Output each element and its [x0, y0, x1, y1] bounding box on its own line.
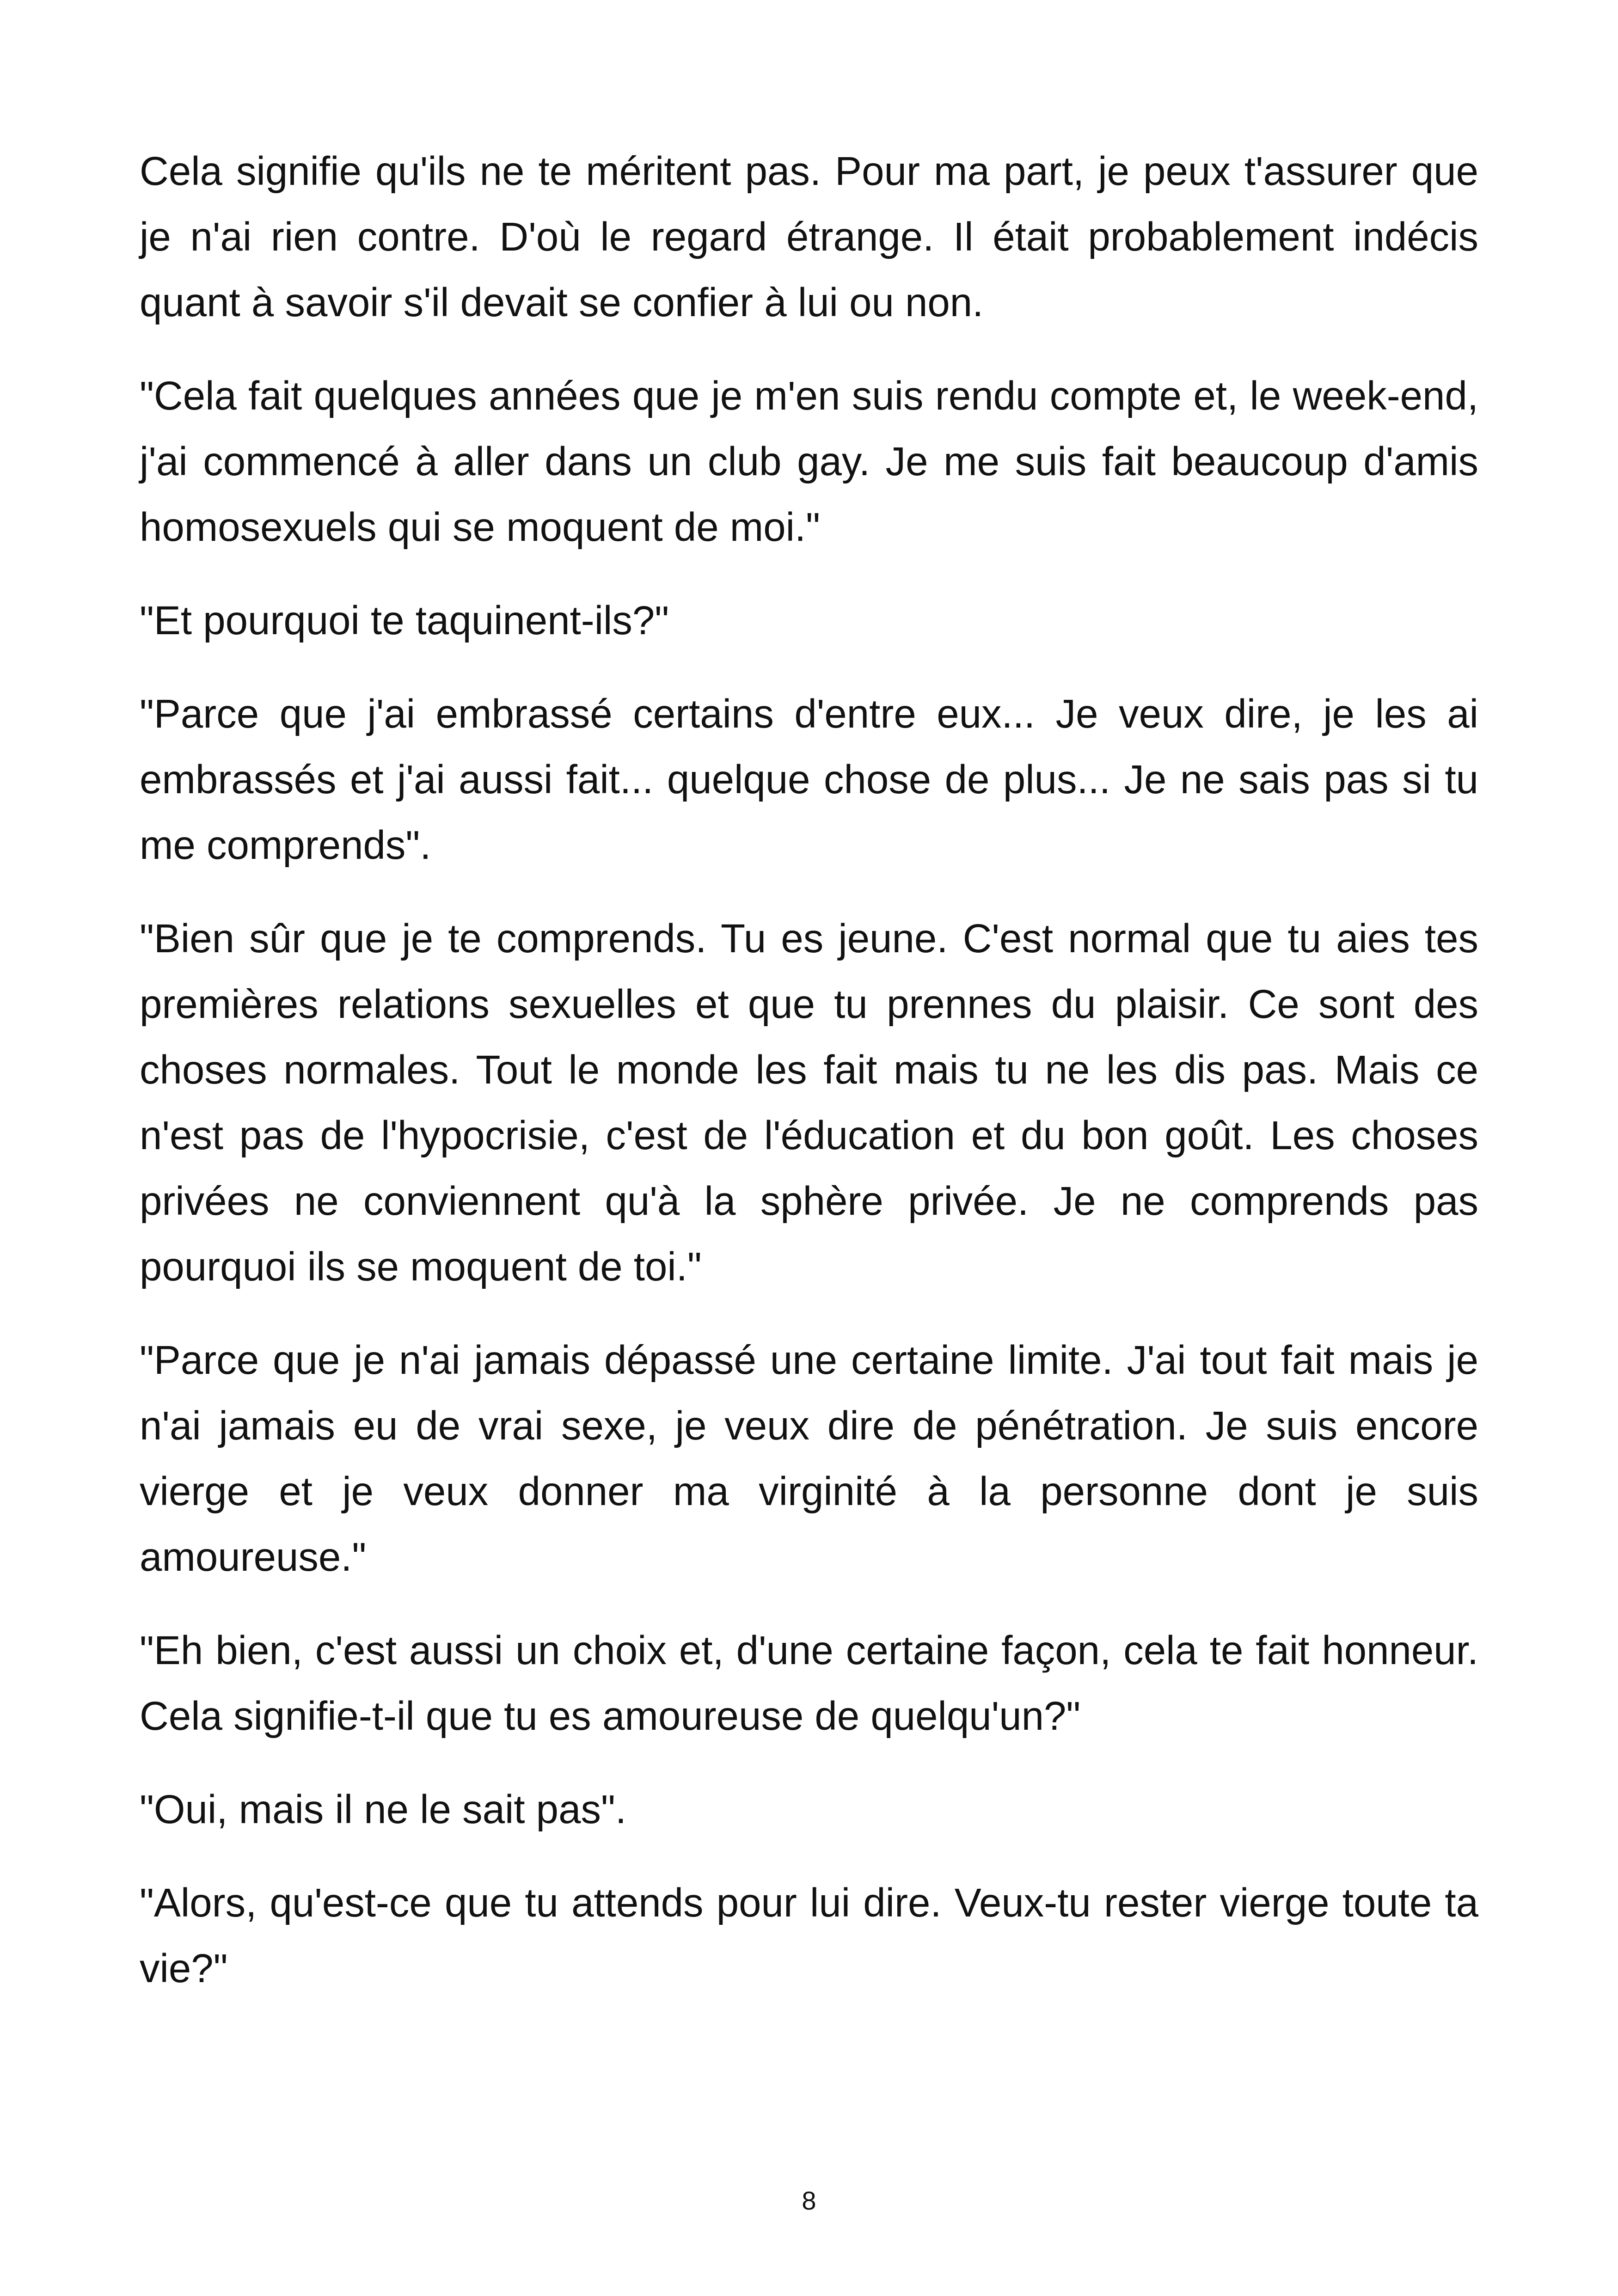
paragraph: "Parce que j'ai embrassé certains d'entre eux... Je veux dire, je les ai embrassés et j'ai aussi fait... quelque chose de plus... Je ne sais pas si tu me comprends".: [140, 692, 1478, 868]
paragraph: "Cela fait quelques années que je m'en suis rendu compte et, le week-end, j'ai commencé à aller dans un club gay. Je me suis fait beaucoup d'amis homosexuels qui se moquent de moi.": [140, 373, 1478, 550]
paragraph: "Bien sûr que je te comprends. Tu es jeune. C'est normal que tu aies tes premières relations sexuelles et que tu prennes du plaisir. Ce sont des choses normales. Tout le monde les fait mais tu ne les dis pas. Mais ce n'est pas de l'hypocrisie, c'est de l'éducation et du bon goût. Les choses privées ne conviennent qu'à la sphère privée. Je ne comprends pas pourquoi ils se moquent de toi.": [140, 916, 1478, 1289]
paragraph: "Alors, qu'est-ce que tu attends pour lui dire. Veux-tu rester vierge toute ta vie?": [140, 1880, 1478, 1991]
paragraph: "Oui, mais il ne le sait pas".: [140, 1787, 627, 1832]
paragraph: "Parce que je n'ai jamais dépassé une certaine limite. J'ai tout fait mais je n'ai jamais eu de vrai sexe, je veux dire de pénétration. Je suis encore vierge et je veux donner ma virginité à la personne dont je suis amoureuse.": [140, 1338, 1478, 1580]
paragraph: "Et pourquoi te taquinent-ils?": [140, 598, 669, 643]
page-number: 8: [802, 2186, 816, 2215]
body-text: [140, 139, 1478, 2029]
paragraph: "Eh bien, c'est aussi un choix et, d'une certaine façon, cela te fait honneur. Cela signifie-t-il que tu es amoureuse de quelqu'un?": [140, 1628, 1478, 1739]
paragraph: Cela signifie qu'ils ne te méritent pas. Pour ma part, je peux t'assurer que je n'ai rien contre. D'où le regard étrange. Il était probablement indécis quant à savoir s'il devait se confier à lui ou non.: [140, 149, 1478, 325]
